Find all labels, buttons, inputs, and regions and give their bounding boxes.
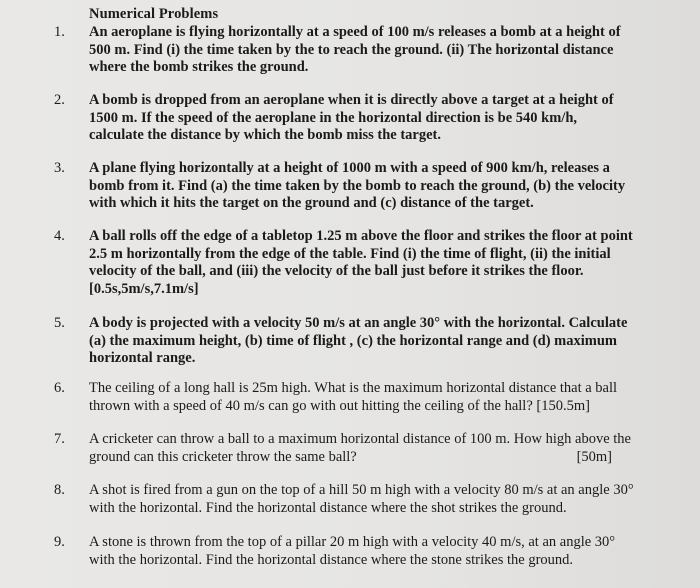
problem-number: 1. <box>54 24 65 40</box>
problem-statement: A cricketer can throw a ball to a maximum horizontal distance of 100 m. How high above the ground can this cricketer throw the same ball? <box>89 431 631 465</box>
problem-answer: [50m] <box>576 448 612 465</box>
problem-text: The ceiling of a long hall is 25m high. What is the maximum horizontal distance that a ball thrown with a speed of 40 m/s can go with out hitting the ceiling of the hall? [150.5m] <box>89 380 618 414</box>
problem-text: A body is projected with a velocity 50 m/s at an angle 30° with the horizontal. Calculate (a) the maximum height, (b) time of flight , (c) the horizontal range and (d) maximum horizontal range. <box>89 315 628 366</box>
problem-text: A shot is fired from a gun on the top of a hill 50 m high with a velocity 80 m/s at an angle 30° with the horizontal. Find the horizontal distance where the shot strikes the ground. <box>89 482 634 516</box>
problem-number: 5. <box>54 315 65 331</box>
problem-number: 6. <box>54 380 65 396</box>
problem-text: An aeroplane is flying horizontally at a speed of 100 m/s releases a bomb at a height of 500 m. Find (i) the time taken by the to reach the ground. (ii) The horizontal distance where the bomb strikes the ground. <box>89 24 621 75</box>
problem-number: 9. <box>54 534 65 550</box>
problem-number: 7. <box>54 431 65 447</box>
problem-number: 3. <box>54 160 65 176</box>
problem-number: 4. <box>54 228 65 244</box>
problem-number: 2. <box>54 92 65 108</box>
problem-number: 8. <box>54 482 65 498</box>
problem-text <box>89 431 634 466</box>
problem-text: A ball rolls off the edge of a tabletop 1.25 m above the floor and strikes the floor at point 2.5 m horizontally from the edge of the table. Find (i) the time of flight, (ii) the initial velocity of the ball, and (iii) the velocity of the ball just before it strikes the floor. [0.5s,5m/s,7.1m/s] <box>89 228 633 297</box>
section-heading: Numerical Problems <box>89 6 219 22</box>
problem-text: A bomb is dropped from an aeroplane when it is directly above a target at a height of 1500 m. If the speed of the aeroplane in the horizontal direction is be 540 km/h, calculate the distance by which the bomb miss the target. <box>89 92 614 143</box>
problem-text: A plane flying horizontally at a height of 1000 m with a speed of 900 km/h, releases a bomb from it. Find (a) the time taken by the bomb to reach the ground, (b) the velocity with which it hits the target on the ground and (c) distance of the target. <box>89 160 626 211</box>
problem-text: A stone is thrown from the top of a pillar 20 m high with a velocity 40 m/s, at an angle 30° with the horizontal. Find the horizontal distance where the stone strikes the ground. <box>89 534 616 568</box>
